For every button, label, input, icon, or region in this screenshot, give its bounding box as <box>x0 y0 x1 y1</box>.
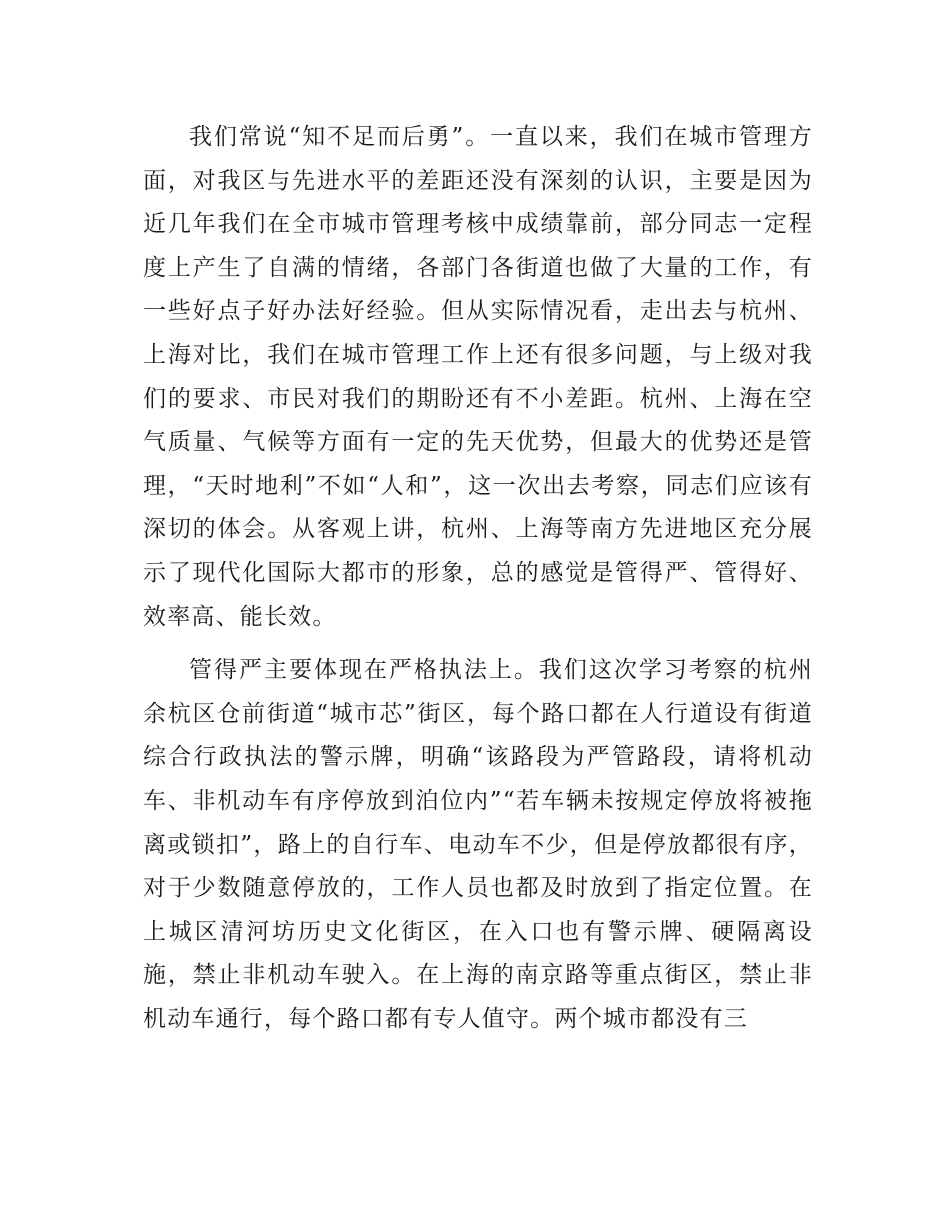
document-body <box>143 116 813 1041</box>
paragraph-2: 管得严主要体现在严格执法上。我们这次学习考察的杭州余杭区仓前街道“城市芯”街区，每个路口都在人行道设有街道综合行政执法的警示牌，明确“该路段为严管路段，请将机动车、非机动车有序停放到泊位内”“若车辆未按规定停放将被拖离或锁扣”，路上的自行车、电动车不少，但是停放都很有序，对于少数随意停放的，工作人员也都及时放到了指定位置。在上城区清河坊历史文化街区，在入口也有警示牌、硬隔离设施，禁止非机动车驶入。在上海的南京路等重点街区，禁止非机动车通行，每个路口都有专人值守。两个城市都没有三 <box>143 657 813 1032</box>
paragraph-1: 我们常说“知不足而后勇”。一直以来，我们在城市管理方面，对我区与先进水平的差距还没有深刻的认识，主要是因为近几年我们在全市城市管理考核中成绩靠前，部分同志一定程度上产生了自满的情绪，各部门各街道也做了大量的工作，有一些好点子好办法好经验。但从实际情况看，走出去与杭州、上海对比，我们在城市管理工作上还有很多问题，与上级对我们的要求、市民对我们的期盼还有不小差距。杭州、上海在空气质量、气候等方面有一定的先天优势，但最大的优势还是管理，“天时地利”不如“人和”，这一次出去考察，同志们应该有深切的体会。从客观上讲，杭州、上海等南方先进地区充分展示了现代化国际大都市的形象，总的感觉是管得严、管得好、效率高、能长效。 <box>143 124 813 630</box>
